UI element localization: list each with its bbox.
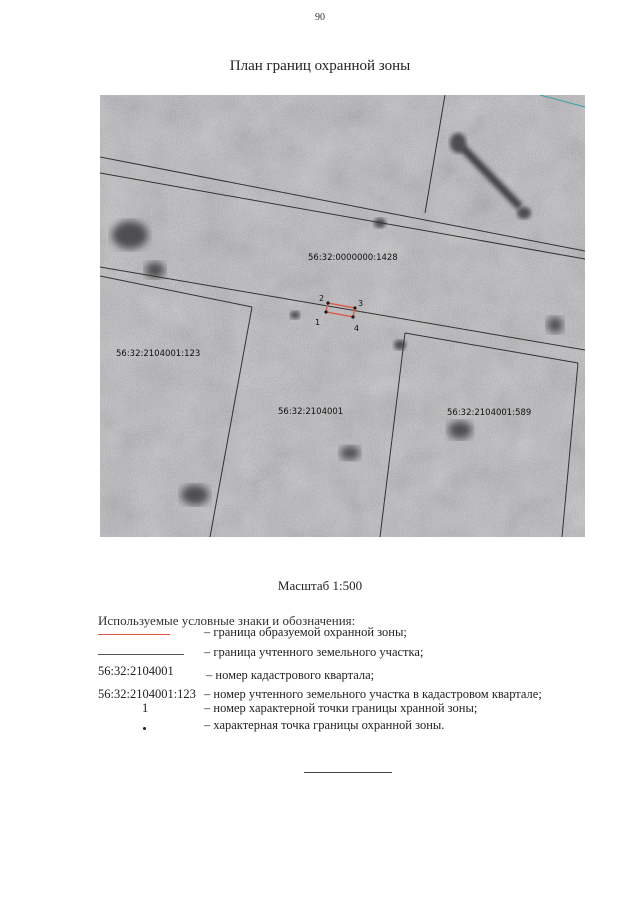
point-number-example: 1: [142, 701, 149, 715]
legend-symbol: [98, 625, 203, 641]
legend-symbol: [98, 664, 203, 680]
aerial-map: [100, 95, 585, 537]
red-line-symbol: [98, 634, 170, 635]
legend-text: – номер кадастрового квартала;: [206, 668, 375, 682]
legend-symbol: [98, 701, 203, 717]
legend-symbol: [98, 645, 203, 661]
map-canvas: [100, 95, 585, 537]
parcel-number-example: 56:32:2104001:123: [98, 687, 196, 701]
legend-title: Используемые условные знаки и обозначения:: [98, 613, 356, 628]
point-label-1: 1: [315, 318, 321, 327]
quarter-number-example: 56:32:2104001: [98, 664, 174, 678]
point-label-3: 3: [358, 299, 364, 308]
quarter-label: 56:32:2104001: [278, 407, 344, 417]
legend-text: – номер учтенного земельного участка в кадастровом квартале;: [204, 687, 542, 701]
legend-text: – граница образуемой охранной зоны;: [204, 625, 407, 639]
parcel-label-589: 56:32:2104001:589: [447, 408, 532, 418]
point-label-4: 4: [354, 324, 360, 333]
point-dot-symbol: [143, 727, 146, 730]
parcel-label-1428: 56:32:0000000:1428: [308, 253, 398, 263]
parcel-label-123: 56:32:2104001:123: [116, 349, 201, 359]
legend-text: – характерная точка границы охранной зоны.: [204, 718, 445, 732]
black-line-symbol: [98, 654, 184, 655]
document-title: План границ охранной зоны: [229, 58, 411, 74]
legend-text: – номер характерной точки границы хранной зоны;: [204, 701, 478, 715]
legend-text: – граница учтенного земельного участка;: [204, 645, 424, 659]
map-scale: Масштаб 1:500: [277, 578, 363, 593]
image-grain: [100, 95, 585, 537]
legend-symbol: [98, 718, 203, 734]
point-label-2: 2: [319, 294, 325, 303]
signature-line: [304, 772, 392, 773]
page-number: 90: [315, 12, 325, 23]
